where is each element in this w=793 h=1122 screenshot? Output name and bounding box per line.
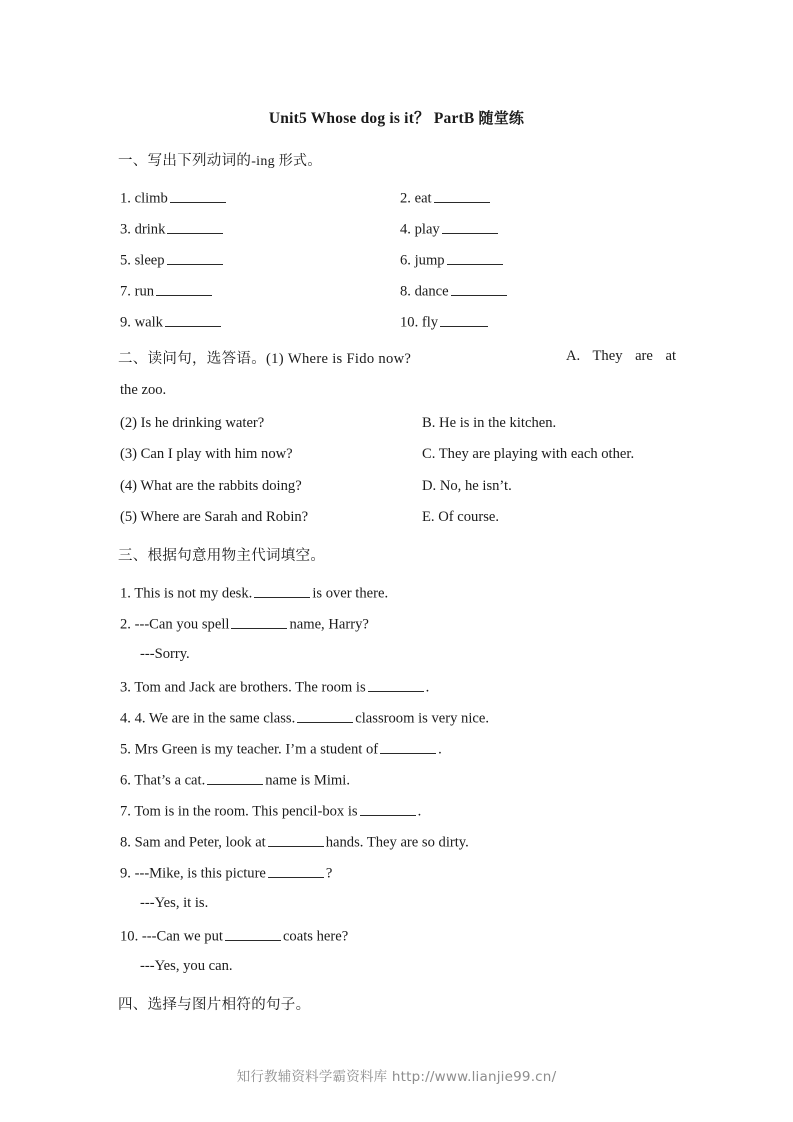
page-title-cjk: 随堂练 <box>478 109 525 127</box>
match-answer-d: D. No, he isn’t. <box>422 478 512 494</box>
verb-item-4-label: 4. play <box>400 221 440 238</box>
answer-blank[interactable] <box>442 220 498 234</box>
answer-blank[interactable] <box>440 313 488 327</box>
pronoun-item-9 <box>120 864 332 882</box>
verb-item-6-label: 6. jump <box>400 252 445 269</box>
pronoun-item-6-before: 6. That’s a cat. <box>120 772 206 789</box>
match-answer-e: E. Of course. <box>422 509 499 525</box>
match-question-4: (4) What are the rabbits doing? <box>120 478 302 494</box>
pronoun-item-6 <box>120 771 350 789</box>
verb-item-3-label: 3. drink <box>120 221 166 238</box>
pronoun-item-2-before: 2. ---Can you spell <box>120 616 230 633</box>
match-answer-c: C. They are playing with each other. <box>422 446 635 462</box>
match-question-5: (5) Where are Sarah and Robin? <box>120 509 309 525</box>
verb-item-10 <box>400 313 490 331</box>
match-question-2: (2) Is he drinking water? <box>120 415 265 431</box>
match-answer-b: B. He is in the kitchen. <box>422 415 557 431</box>
verb-item-10-label: 10. fly <box>400 314 439 331</box>
pronoun-item-8-before: 8. Sam and Peter, look at <box>120 834 266 851</box>
answer-blank[interactable] <box>268 833 324 847</box>
pronoun-item-2-after: name, Harry? <box>289 616 369 633</box>
answer-blank[interactable] <box>297 709 353 723</box>
pronoun-item-10-reply: ---Yes, you can. <box>140 958 233 974</box>
verb-item-2-label: 2. eat <box>400 190 432 207</box>
verb-item-9-label: 9. walk <box>120 314 163 331</box>
section-4-heading-cjk: 四、选择与图片相符的句子。 <box>118 997 311 1013</box>
pronoun-item-5 <box>120 740 442 758</box>
match-answer-a-line2: the zoo. <box>120 382 167 398</box>
section-1-heading <box>118 149 322 170</box>
page-title <box>0 106 793 128</box>
verb-item-4 <box>400 220 500 238</box>
verb-item-8-label: 8. dance <box>400 283 449 300</box>
section-1-heading-latin: -ing 形式。 <box>251 154 322 169</box>
answer-blank[interactable] <box>254 584 310 598</box>
pronoun-item-1 <box>120 584 388 602</box>
answer-blank[interactable] <box>167 251 223 265</box>
verb-item-1-label: 1. climb <box>120 190 168 207</box>
match-question-3: (3) Can I play with him now? <box>120 446 293 462</box>
pronoun-item-10-before: 10. ---Can we put <box>120 928 223 945</box>
pronoun-item-3-after: . <box>425 679 430 696</box>
pronoun-item-1-after: is over there. <box>312 585 389 602</box>
pronoun-item-8-after: hands. They are so dirty. <box>325 834 469 851</box>
verb-item-3 <box>120 220 225 238</box>
section-2-heading-cjk: 二、读问句，选答语。 <box>118 351 266 367</box>
pronoun-item-2-reply: ---Sorry. <box>140 646 190 662</box>
section-2-heading <box>118 347 411 368</box>
answer-blank[interactable] <box>225 927 281 941</box>
pronoun-item-9-reply: ---Yes, it is. <box>140 895 209 911</box>
match-question-1: (1) Where is Fido now? <box>266 351 412 367</box>
pronoun-item-2 <box>120 615 369 633</box>
verb-item-2 <box>400 189 492 207</box>
pronoun-item-7-after: . <box>417 803 422 820</box>
page-title-latin: Unit5 Whose dog is it？ PartB <box>268 110 479 127</box>
pronoun-item-5-before: 5. Mrs Green is my teacher. I’m a student of <box>120 741 379 758</box>
answer-blank[interactable] <box>447 251 503 265</box>
answer-blank[interactable] <box>165 313 221 327</box>
answer-blank[interactable] <box>451 282 507 296</box>
answer-blank[interactable] <box>231 615 287 629</box>
answer-blank[interactable] <box>268 864 324 878</box>
pronoun-item-1-before: 1. This is not my desk. <box>120 585 253 602</box>
pronoun-item-3-before: 3. Tom and Jack are brothers. The room is <box>120 679 366 696</box>
section-4-heading <box>118 993 310 1014</box>
answer-blank[interactable] <box>167 220 223 234</box>
pronoun-item-9-before: 9. ---Mike, is this picture <box>120 865 266 882</box>
verb-item-8 <box>400 282 509 300</box>
pronoun-item-7 <box>120 802 421 820</box>
answer-blank[interactable] <box>380 740 436 754</box>
verb-item-7 <box>120 282 214 300</box>
verb-item-7-label: 7. run <box>120 283 155 300</box>
match-answer-a-line1: A. They are at <box>566 348 676 364</box>
verb-item-1 <box>120 189 228 207</box>
verb-item-9 <box>120 313 223 331</box>
pronoun-item-10 <box>120 927 348 945</box>
answer-blank[interactable] <box>368 678 424 692</box>
pronoun-item-5-after: . <box>438 741 442 758</box>
section-1-heading-cjk: 一、写出下列动词的 <box>118 153 252 169</box>
verb-item-5-label: 5. sleep <box>120 252 165 269</box>
pronoun-item-4 <box>120 709 489 727</box>
answer-blank[interactable] <box>207 771 263 785</box>
pronoun-item-10-after: coats here? <box>282 928 349 945</box>
verb-item-6 <box>400 251 505 269</box>
answer-blank[interactable] <box>170 189 226 203</box>
section-3-heading-cjk: 三、根据句意用物主代词填空。 <box>118 548 326 564</box>
pronoun-item-4-before: 4. 4. We are in the same class. <box>120 710 296 727</box>
pronoun-item-3 <box>120 678 429 696</box>
answer-blank[interactable] <box>156 282 212 296</box>
pronoun-item-9-after: ? <box>325 865 333 882</box>
answer-blank[interactable] <box>360 802 416 816</box>
verb-item-5 <box>120 251 225 269</box>
pronoun-item-8 <box>120 833 469 851</box>
pronoun-item-7-before: 7. Tom is in the room. This pencil-box is <box>120 803 358 820</box>
pronoun-item-4-after: classroom is very nice. <box>355 710 489 727</box>
footer-watermark: 知行教辅资料学霸资料库 http://www.lianjie99.cn/ <box>236 1069 557 1085</box>
pronoun-item-6-after: name is Mimi. <box>265 772 350 789</box>
answer-blank[interactable] <box>434 189 490 203</box>
section-3-heading <box>118 544 325 565</box>
